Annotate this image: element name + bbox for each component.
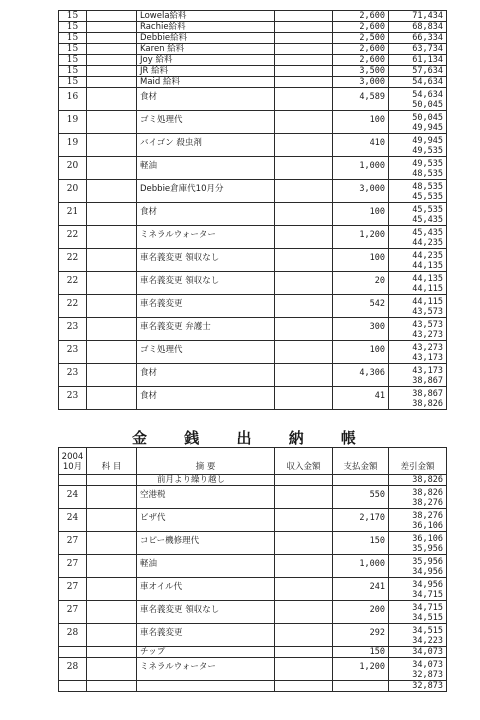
- row-balance: [389, 601, 447, 624]
- row-balance: [389, 88, 447, 111]
- table-row: [59, 578, 447, 601]
- table-row: [59, 681, 447, 692]
- row-new-balance: 45,435: [412, 215, 443, 225]
- row-previous-balance: 34,073: [412, 660, 443, 670]
- row-subject: [87, 658, 137, 681]
- row-new-balance: 49,945: [412, 123, 443, 133]
- row-day: 22: [59, 249, 87, 272]
- row-balance: [389, 364, 447, 387]
- table-row: [59, 88, 447, 111]
- row-day: 27: [59, 532, 87, 555]
- header-payment: 支払金額: [333, 448, 389, 475]
- row-previous-balance: 43,573: [412, 320, 443, 330]
- row-balance: [389, 658, 447, 681]
- row-day: 22: [59, 226, 87, 249]
- row-subject: [87, 555, 137, 578]
- row-payment: 150: [333, 647, 389, 658]
- row-previous-balance: 34,715: [412, 603, 443, 613]
- row-subject: [87, 295, 137, 318]
- row-income: [275, 33, 333, 44]
- row-income: [275, 44, 333, 55]
- row-payment: 150: [333, 532, 389, 555]
- row-description: コピー機修理代: [137, 532, 275, 555]
- row-new-balance: 38,867: [412, 376, 443, 386]
- table-row: [59, 180, 447, 203]
- table-row: [59, 203, 447, 226]
- row-new-balance: 43,173: [412, 353, 443, 363]
- row-income: [275, 66, 333, 77]
- row-description: 食材: [137, 203, 275, 226]
- row-subject: [87, 44, 137, 55]
- row-balance: 66,334: [389, 33, 447, 44]
- row-subject: [87, 33, 137, 44]
- row-new-balance: 44,115: [412, 284, 443, 294]
- row-new-balance: 43,573: [412, 307, 443, 317]
- row-balance: [389, 226, 447, 249]
- row-new-balance: 34,715: [412, 590, 443, 600]
- row-payment: 292: [333, 624, 389, 647]
- row-income: [275, 88, 333, 111]
- row-payment: 2,500: [333, 33, 389, 44]
- row-balance: [389, 341, 447, 364]
- row-balance: [389, 203, 447, 226]
- row-subject: [87, 578, 137, 601]
- row-day: 27: [59, 601, 87, 624]
- row-description: ミネラルウォーター: [137, 658, 275, 681]
- row-income: [275, 134, 333, 157]
- row-previous-balance: 34,515: [412, 626, 443, 636]
- row-day: [59, 681, 87, 692]
- row-subject: [87, 157, 137, 180]
- row-description: Lowela給料: [137, 11, 275, 22]
- row-income: [275, 509, 333, 532]
- header-description: 摘 要: [137, 448, 275, 475]
- carry-forward-label: 前月より繰り越し: [137, 475, 275, 486]
- row-subject: [87, 22, 137, 33]
- row-payment: 3,500: [333, 66, 389, 77]
- row-description: 食材: [137, 387, 275, 410]
- row-balance: [389, 532, 447, 555]
- row-income: [275, 624, 333, 647]
- row-description: [137, 681, 275, 692]
- row-description: 車名義変更: [137, 295, 275, 318]
- row-previous-balance: 49,535: [412, 159, 443, 169]
- row-day: 15: [59, 55, 87, 66]
- row-payment: 410: [333, 134, 389, 157]
- row-balance: 57,634: [389, 66, 447, 77]
- row-day: 20: [59, 157, 87, 180]
- row-day: 23: [59, 318, 87, 341]
- row-description: 食材: [137, 364, 275, 387]
- row-new-balance: 43,273: [412, 330, 443, 340]
- row-subject: [87, 11, 137, 22]
- ledger-top-section: [58, 10, 446, 410]
- row-previous-balance: 44,235: [412, 251, 443, 261]
- row-new-balance: 50,045: [412, 100, 443, 110]
- row-payment: 2,600: [333, 22, 389, 33]
- row-payment: 3,000: [333, 180, 389, 203]
- row-new-balance: 48,535: [412, 169, 443, 179]
- row-description: 空港税: [137, 486, 275, 509]
- row-description: Joy 給料: [137, 55, 275, 66]
- row-new-balance: 34,223: [412, 636, 443, 646]
- table-row: [59, 55, 447, 66]
- row-day: [59, 647, 87, 658]
- row-balance: [389, 486, 447, 509]
- row-previous-balance: 43,273: [412, 343, 443, 353]
- row-previous-balance: 45,535: [412, 205, 443, 215]
- row-day: 27: [59, 555, 87, 578]
- row-description: ゴミ処理代: [137, 341, 275, 364]
- row-income: [275, 601, 333, 624]
- row-balance: [389, 111, 447, 134]
- row-day: 21: [59, 203, 87, 226]
- row-description: Rachie給料: [137, 22, 275, 33]
- row-description: 車名義変更: [137, 624, 275, 647]
- row-description: 軽油: [137, 157, 275, 180]
- row-day: 19: [59, 111, 87, 134]
- row-day: 19: [59, 134, 87, 157]
- row-payment: 550: [333, 486, 389, 509]
- row-income: [275, 77, 333, 88]
- row-day: 23: [59, 341, 87, 364]
- row-income: [275, 387, 333, 410]
- row-day: 24: [59, 486, 87, 509]
- row-new-balance: 34,515: [412, 613, 443, 623]
- row-previous-balance: 54,634: [412, 90, 443, 100]
- row-previous-balance: 49,945: [412, 136, 443, 146]
- row-payment: 1,200: [333, 658, 389, 681]
- table-row: [59, 532, 447, 555]
- row-income: [275, 157, 333, 180]
- table-row: [59, 601, 447, 624]
- row-income: [275, 364, 333, 387]
- ledger-bottom-rows: [59, 448, 447, 692]
- row-description: ゴミ処理代: [137, 111, 275, 134]
- row-description: 車オイル代: [137, 578, 275, 601]
- row-subject: [87, 226, 137, 249]
- row-day: 27: [59, 578, 87, 601]
- row-day: 15: [59, 11, 87, 22]
- row-day: 15: [59, 22, 87, 33]
- row-payment: [333, 681, 389, 692]
- ledger-header-row: [59, 448, 447, 475]
- row-income: [275, 295, 333, 318]
- row-day: 22: [59, 295, 87, 318]
- header-balance: 差引金額: [389, 448, 447, 475]
- row-day: 23: [59, 387, 87, 410]
- row-income: [275, 578, 333, 601]
- row-subject: [87, 180, 137, 203]
- row-description: 車名義変更 領収なし: [137, 601, 275, 624]
- ledger-bottom-section: [58, 447, 446, 692]
- table-row: [59, 318, 447, 341]
- row-payment: 2,600: [333, 44, 389, 55]
- row-payment: 2,600: [333, 55, 389, 66]
- row-balance: [389, 318, 447, 341]
- row-balance: 54,634: [389, 77, 447, 88]
- row-payment: 4,306: [333, 364, 389, 387]
- row-description: Karen 給料: [137, 44, 275, 55]
- row-subject: [87, 647, 137, 658]
- ledger-bottom-table: [58, 447, 447, 692]
- row-description: 車名義変更 弁護士: [137, 318, 275, 341]
- row-new-balance: 38,276: [412, 498, 443, 508]
- table-row: [59, 486, 447, 509]
- row-payment: 3,000: [333, 77, 389, 88]
- row-subject: [87, 341, 137, 364]
- row-description: バイゴン 殺虫剤: [137, 134, 275, 157]
- row-previous-balance: 35,956: [412, 557, 443, 567]
- table-row: [59, 658, 447, 681]
- row-description: 軽油: [137, 555, 275, 578]
- row-description: JR 給料: [137, 66, 275, 77]
- header-income: 収入金額: [275, 448, 333, 475]
- row-previous-balance: 50,045: [412, 113, 443, 123]
- row-income: [275, 555, 333, 578]
- carry-forward-balance: 38,826: [389, 475, 447, 486]
- row-payment: 4,589: [333, 88, 389, 111]
- row-subject: [87, 387, 137, 410]
- row-day: 22: [59, 272, 87, 295]
- row-previous-balance: 44,115: [412, 297, 443, 307]
- row-description: ミネラルウォーター: [137, 226, 275, 249]
- row-balance: 68,834: [389, 22, 447, 33]
- row-description: 車名義変更 領収なし: [137, 249, 275, 272]
- row-description: 食材: [137, 88, 275, 111]
- table-row: [59, 33, 447, 44]
- row-balance: 32,873: [389, 681, 447, 692]
- row-previous-balance: 38,826: [412, 488, 443, 498]
- row-income: [275, 532, 333, 555]
- row-new-balance: 32,873: [412, 670, 443, 680]
- row-balance: [389, 387, 447, 410]
- row-day: 28: [59, 624, 87, 647]
- table-row: [59, 249, 447, 272]
- row-subject: [87, 111, 137, 134]
- row-income: [275, 272, 333, 295]
- row-payment: 241: [333, 578, 389, 601]
- row-income: [275, 22, 333, 33]
- row-payment: 100: [333, 111, 389, 134]
- row-balance: [389, 249, 447, 272]
- row-subject: [87, 601, 137, 624]
- row-income: [275, 647, 333, 658]
- row-payment: 20: [333, 272, 389, 295]
- row-income: [275, 180, 333, 203]
- row-previous-balance: 48,535: [412, 182, 443, 192]
- row-income: [275, 658, 333, 681]
- row-description: Debbie給料: [137, 33, 275, 44]
- row-payment: 300: [333, 318, 389, 341]
- row-new-balance: 35,956: [412, 544, 443, 554]
- row-subject: [87, 272, 137, 295]
- header-date: 2004 10月: [59, 448, 87, 475]
- row-payment: 2,600: [333, 11, 389, 22]
- table-row: [59, 66, 447, 77]
- row-day: 15: [59, 77, 87, 88]
- table-row: [59, 555, 447, 578]
- row-balance: [389, 157, 447, 180]
- row-day: 23: [59, 364, 87, 387]
- row-balance: [389, 180, 447, 203]
- row-payment: 200: [333, 601, 389, 624]
- row-new-balance: 34,956: [412, 567, 443, 577]
- row-description: チップ: [137, 647, 275, 658]
- row-previous-balance: 43,173: [412, 366, 443, 376]
- table-row: [59, 364, 447, 387]
- row-subject: [87, 509, 137, 532]
- row-subject: [87, 486, 137, 509]
- row-income: [275, 681, 333, 692]
- ledger-title: 金 銭 出 納 帳: [132, 429, 372, 447]
- table-row: [59, 77, 447, 88]
- row-day: 20: [59, 180, 87, 203]
- row-previous-balance: 38,276: [412, 511, 443, 521]
- row-subject: [87, 249, 137, 272]
- table-row: [59, 22, 447, 33]
- row-balance: [389, 272, 447, 295]
- table-row: [59, 387, 447, 410]
- row-balance: 34,073: [389, 647, 447, 658]
- table-row: [59, 272, 447, 295]
- row-new-balance: 38,826: [412, 399, 443, 409]
- table-row: [59, 509, 447, 532]
- row-income: [275, 111, 333, 134]
- row-previous-balance: 44,135: [412, 274, 443, 284]
- row-subject: [87, 203, 137, 226]
- row-previous-balance: 34,956: [412, 580, 443, 590]
- row-previous-balance: 36,106: [412, 534, 443, 544]
- row-balance: [389, 624, 447, 647]
- row-payment: 41: [333, 387, 389, 410]
- row-balance: [389, 509, 447, 532]
- row-day: 15: [59, 44, 87, 55]
- row-subject: [87, 66, 137, 77]
- row-previous-balance: 38,867: [412, 389, 443, 399]
- table-row: [59, 341, 447, 364]
- row-subject: [87, 318, 137, 341]
- row-new-balance: 44,235: [412, 238, 443, 248]
- ledger-top-rows: [59, 11, 447, 410]
- row-balance: [389, 578, 447, 601]
- row-description: 車名義変更 領収なし: [137, 272, 275, 295]
- table-row: [59, 134, 447, 157]
- table-row: [59, 295, 447, 318]
- row-payment: 100: [333, 341, 389, 364]
- row-new-balance: 49,535: [412, 146, 443, 156]
- row-payment: 1,200: [333, 226, 389, 249]
- row-subject: [87, 55, 137, 66]
- row-new-balance: 44,135: [412, 261, 443, 271]
- row-subject: [87, 364, 137, 387]
- table-row: [59, 647, 447, 658]
- table-row: [59, 11, 447, 22]
- row-income: [275, 249, 333, 272]
- row-balance: [389, 555, 447, 578]
- row-income: [275, 318, 333, 341]
- row-balance: 71,434: [389, 11, 447, 22]
- row-income: [275, 203, 333, 226]
- row-subject: [87, 681, 137, 692]
- row-day: 28: [59, 658, 87, 681]
- row-payment: 1,000: [333, 555, 389, 578]
- row-income: [275, 486, 333, 509]
- row-subject: [87, 88, 137, 111]
- row-day: 24: [59, 509, 87, 532]
- row-income: [275, 11, 333, 22]
- row-previous-balance: 45,435: [412, 228, 443, 238]
- row-subject: [87, 77, 137, 88]
- row-payment: 2,170: [333, 509, 389, 532]
- row-day: 15: [59, 66, 87, 77]
- row-balance: [389, 134, 447, 157]
- carry-forward-row: [59, 475, 447, 486]
- row-new-balance: 36,106: [412, 521, 443, 531]
- table-row: [59, 157, 447, 180]
- table-row: [59, 44, 447, 55]
- table-row: [59, 624, 447, 647]
- row-payment: 542: [333, 295, 389, 318]
- row-payment: 100: [333, 203, 389, 226]
- row-income: [275, 341, 333, 364]
- row-subject: [87, 624, 137, 647]
- row-balance: [389, 295, 447, 318]
- row-income: [275, 226, 333, 249]
- row-day: 16: [59, 88, 87, 111]
- row-description: ビザ代: [137, 509, 275, 532]
- ledger-top-table: [58, 10, 447, 410]
- header-subject: 科 目: [87, 448, 137, 475]
- row-day: 15: [59, 33, 87, 44]
- row-payment: 100: [333, 249, 389, 272]
- row-new-balance: 45,535: [412, 192, 443, 202]
- row-description: Maid 給料: [137, 77, 275, 88]
- table-row: [59, 111, 447, 134]
- row-description: Debbie倉庫代10月分: [137, 180, 275, 203]
- row-balance: 61,134: [389, 55, 447, 66]
- row-income: [275, 55, 333, 66]
- row-balance: 63,734: [389, 44, 447, 55]
- row-subject: [87, 532, 137, 555]
- row-subject: [87, 134, 137, 157]
- row-payment: 1,000: [333, 157, 389, 180]
- table-row: [59, 226, 447, 249]
